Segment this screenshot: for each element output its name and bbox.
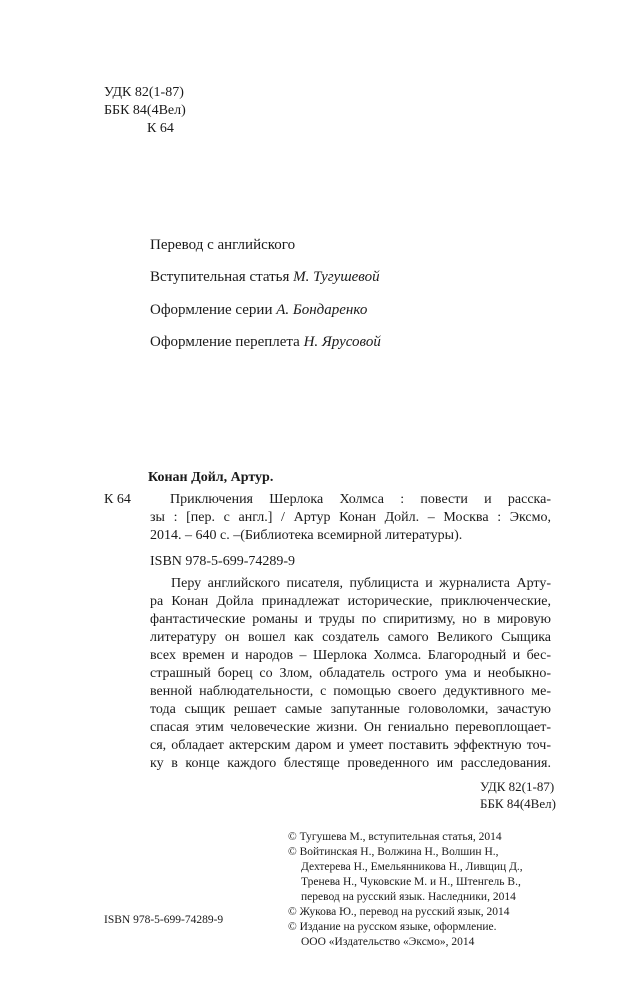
- annotation-line: страшный борец со Злом, обладатель острого ума и необыкно-: [150, 666, 551, 681]
- catalog-desc-line: зы : [пер. с англ.] / Артур Конан Дойл. – Москва : Эксмо,: [150, 510, 551, 525]
- classification-udk: УДК 82(1-87): [480, 779, 555, 794]
- annotation-line: ра Конан Дойла принадлежат исторические, приключенческие,: [150, 594, 551, 609]
- annotation-line: Перу английского писателя, публициста и журналиста Арту-: [171, 576, 551, 591]
- catalog-author: Конан Дойл, Артур.: [148, 470, 274, 485]
- annotation-line: ся, обладает актерским даром и умеет поставить эффектную точ-: [150, 738, 551, 753]
- annotation-line: фантастические романы и труды по спиритизму, но в мировую: [150, 612, 551, 627]
- annotation-line: спасая этим человеческие жизни. Он гениально перевоплощает-: [150, 720, 551, 735]
- credit-binding-label: Оформление переплета: [150, 334, 300, 350]
- copyright-line: Тренева Н., Чуковские М. и Н., Штенгель В.,: [301, 876, 521, 888]
- credit-binding: [150, 333, 381, 352]
- credit-translation: Перевод с английского: [150, 237, 296, 253]
- catalog-mark: К 64: [104, 492, 131, 507]
- annotation-line: тода сыщик решает самые запутанные головоломки, зачастую: [150, 702, 551, 717]
- header-udk: УДК 82(1-87): [104, 85, 184, 100]
- credit-binding-name: Н. Ярусовой: [303, 334, 381, 350]
- credit-intro: [150, 268, 380, 287]
- header-author-mark: К 64: [147, 121, 174, 136]
- bottom-isbn: ISBN 978-5-699-74289-9: [104, 914, 224, 926]
- catalog-isbn: ISBN 978-5-699-74289-9: [150, 554, 296, 569]
- annotation-line: ку в конце каждого блестяще проведенного им расследования.: [150, 756, 551, 771]
- catalog-desc-cont: [150, 509, 551, 545]
- catalog-desc-line: Приключения Шерлока Холмса : повести и расска-: [170, 492, 551, 507]
- copyright-line: Дехтерева Н., Емельянникова Н., Ливщиц Д.,: [301, 861, 523, 873]
- catalog-desc-line: 2014. – 640 с. –(Библиотека всемирной литературы).: [150, 528, 463, 543]
- credit-series: [150, 301, 367, 320]
- catalog-desc: [170, 491, 551, 509]
- copyright-line: © Жукова Ю., перевод на русский язык, 2014: [288, 906, 510, 918]
- copyright-line: © Войтинская Н., Волжина Н., Волшин Н.,: [288, 846, 499, 858]
- credit-series-name: А. Бондаренко: [276, 302, 368, 318]
- credit-intro-label: Вступительная статья: [150, 269, 290, 285]
- annotation: [150, 575, 551, 773]
- copyright-line: ООО «Издательство «Эксмо», 2014: [301, 936, 475, 948]
- annotation-line: всех времен и народов – Шерлока Холмса. Благородный и бес-: [150, 648, 551, 663]
- annotation-line: венной наблюдательности, с помощью своего дедуктивного ме-: [150, 684, 551, 699]
- credit-intro-name: М. Тугушевой: [293, 269, 380, 285]
- copyright-line: © Тугушева М., вступительная статья, 2014: [288, 831, 502, 843]
- copyright-block: [288, 830, 558, 950]
- annotation-line: литературу он вошел как создатель самого Великого Сыщика: [150, 630, 551, 645]
- copyright-line: перевод на русский язык. Наследники, 2014: [301, 891, 516, 903]
- credit-series-label: Оформление серии: [150, 302, 273, 318]
- classification-bbk: ББК 84(4Вел): [480, 796, 556, 811]
- header-bbk: ББК 84(4Вел): [104, 103, 186, 118]
- copyright-line: © Издание на русском языке, оформление.: [288, 921, 497, 933]
